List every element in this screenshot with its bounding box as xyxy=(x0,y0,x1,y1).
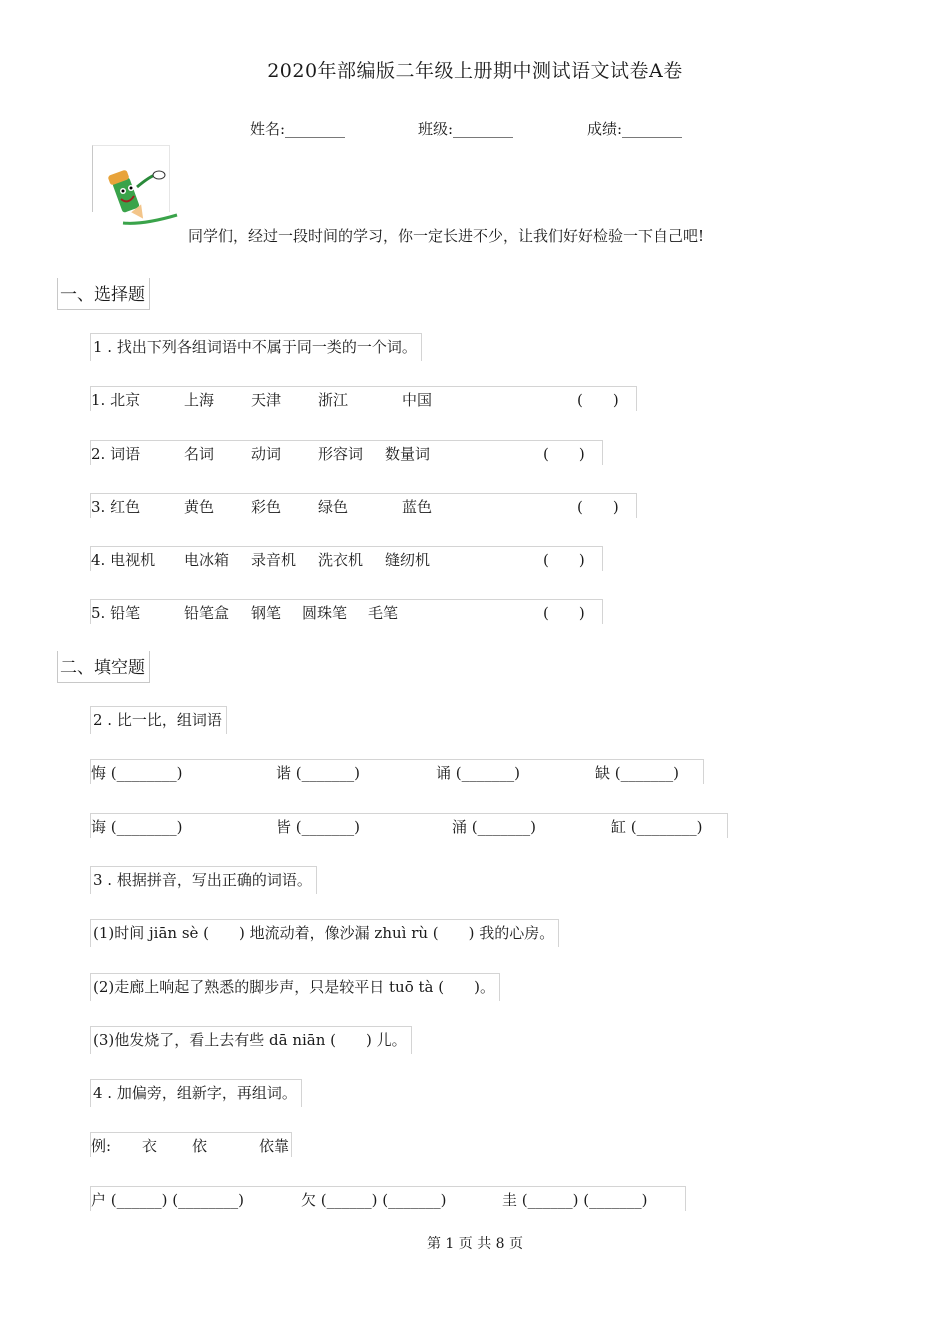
q3-item[interactable]: (2)走廊上响起了熟悉的脚步声，只是较平日 tuō tà ( )。 xyxy=(90,973,500,1001)
option-word: 2. 词语 xyxy=(91,445,141,463)
page-title: 2020年部编版二年级上册期中测试语文试卷A卷 xyxy=(267,60,683,82)
fill-blank[interactable]: 谐 (_______) xyxy=(276,764,360,782)
option-word: 电冰箱 xyxy=(184,551,230,569)
question-1-prompt: 1 . 找出下列各组词语中不属于同一类的一个词。 xyxy=(90,333,422,361)
option-word: 铅笔盒 xyxy=(184,604,230,622)
option-word: 圆珠笔 xyxy=(302,604,348,622)
option-word: 毛笔 xyxy=(368,604,399,622)
question-4-prompt: 4 . 加偏旁，组新字，再组词。 xyxy=(90,1079,302,1107)
intro-text: 同学们，经过一段时间的学习，你一定长进不少，让我们好好检验一下自己吧! xyxy=(188,227,705,245)
example-word: 衣 xyxy=(142,1137,158,1155)
fill-blank[interactable]: 诵 (_______) xyxy=(436,764,520,782)
q3-item[interactable]: (3)他发烧了，看上去有些 dā niān ( ) 儿。 xyxy=(90,1026,412,1054)
example-label: 例: xyxy=(91,1137,112,1155)
question-3-prompt: 3 . 根据拼音，写出正确的词语。 xyxy=(90,866,317,894)
example-word: 依 xyxy=(192,1137,208,1155)
q1-option-row xyxy=(90,599,603,624)
fill-blank[interactable]: 缸 (________) xyxy=(611,818,703,836)
option-word: 名词 xyxy=(184,445,215,463)
pencil-mascot-icon xyxy=(92,145,170,212)
section-heading-fill: 二、填空题 xyxy=(57,651,150,683)
answer-blank[interactable]: ( ) xyxy=(543,445,585,463)
example-word: 依靠 xyxy=(259,1137,290,1155)
option-word: 钢笔 xyxy=(251,604,282,622)
name-field: 姓名:________ xyxy=(250,120,346,138)
option-word: 蓝色 xyxy=(402,498,433,516)
option-word: 彩色 xyxy=(251,498,282,516)
fill-blank[interactable]: 缺 (_______) xyxy=(595,764,679,782)
option-word: 3. 红色 xyxy=(91,498,141,516)
q4-example-row xyxy=(90,1132,292,1157)
answer-blank[interactable]: ( ) xyxy=(543,551,585,569)
option-word: 1. 北京 xyxy=(91,391,141,409)
option-word: 形容词 xyxy=(318,445,364,463)
option-word: 数量词 xyxy=(385,445,431,463)
answer-blank[interactable]: ( ) xyxy=(543,604,585,622)
q2-row xyxy=(90,759,704,784)
q4-row xyxy=(90,1186,686,1211)
q1-option-row xyxy=(90,440,603,465)
option-word: 天津 xyxy=(251,391,282,409)
option-word: 缝纫机 xyxy=(385,551,431,569)
option-word: 黄色 xyxy=(184,498,215,516)
option-word: 洗衣机 xyxy=(318,551,364,569)
fill-blank[interactable]: 户 (______) (________) xyxy=(91,1191,244,1209)
section-heading-choice: 一、选择题 xyxy=(57,278,150,310)
option-word: 录音机 xyxy=(251,551,297,569)
option-word: 上海 xyxy=(184,391,215,409)
option-word: 4. 电视机 xyxy=(91,551,156,569)
score-field: 成绩:________ xyxy=(587,120,683,138)
fill-blank[interactable]: 诲 (________) xyxy=(91,818,183,836)
option-word: 浙江 xyxy=(318,391,349,409)
q1-option-row xyxy=(90,386,637,411)
option-word: 动词 xyxy=(251,445,282,463)
answer-blank[interactable]: ( ) xyxy=(577,391,619,409)
fill-blank[interactable]: 悔 (________) xyxy=(91,764,183,782)
fill-blank[interactable]: 皆 (_______) xyxy=(276,818,360,836)
option-word: 绿色 xyxy=(318,498,349,516)
q1-option-row xyxy=(90,493,637,518)
q2-row xyxy=(90,813,728,838)
q3-item[interactable]: (1)时间 jiān sè ( ) 地流动着，像沙漏 zhuì rù ( ) 我的心房。 xyxy=(90,919,559,947)
q1-option-row xyxy=(90,546,603,571)
answer-blank[interactable]: ( ) xyxy=(577,498,619,516)
page-number: 第 1 页 共 8 页 xyxy=(426,1236,524,1252)
fill-blank[interactable]: 欠 (______) (_______) xyxy=(301,1191,447,1209)
option-word: 5. 铅笔 xyxy=(91,604,141,622)
fill-blank[interactable]: 涌 (_______) xyxy=(452,818,536,836)
fill-blank[interactable]: 圭 (______) (_______) xyxy=(502,1191,648,1209)
option-word: 中国 xyxy=(402,391,433,409)
class-field: 班级:________ xyxy=(418,120,514,138)
question-2-prompt: 2 . 比一比，组词语 xyxy=(90,706,227,734)
